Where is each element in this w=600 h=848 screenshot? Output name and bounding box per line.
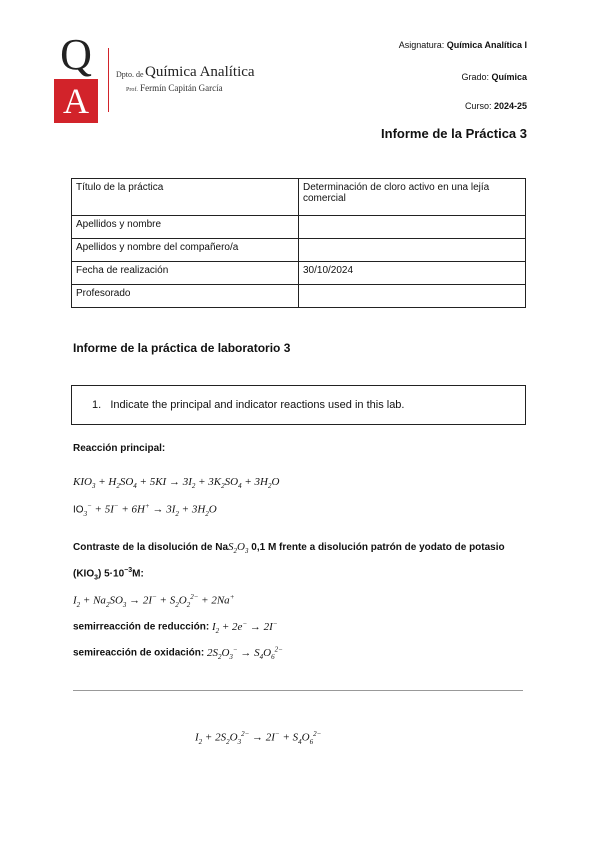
- logo-divider: [108, 48, 109, 112]
- row-label: Título de la práctica: [72, 179, 299, 216]
- reduction-equation: $I_2 + 2e^- \to 2I^-$: [211, 619, 278, 635]
- table-row: [72, 239, 526, 262]
- horizontal-divider: [73, 690, 523, 691]
- course-value: 2024-25: [493, 101, 527, 111]
- section-title: Informe de la práctica de laboratorio 3: [73, 341, 291, 355]
- question-text: [92, 399, 404, 411]
- department-name: Química Analítica: [145, 64, 255, 80]
- professor-prefix: Prof.: [126, 87, 138, 93]
- contrast-text-line2: $(KIO_3)$ $5\cdot 10^{-3}M$:: [73, 567, 144, 582]
- row-label: Apellidos y nombre: [72, 216, 299, 239]
- table-row: [72, 262, 526, 285]
- department-logo: [52, 30, 100, 123]
- row-value[interactable]: [299, 239, 526, 262]
- department-prefix: Dpto. de: [116, 70, 144, 79]
- contrast-text-e: M:: [132, 568, 144, 580]
- row-label: Profesorado: [72, 285, 299, 308]
- oxidation-line: [73, 645, 283, 661]
- subject-label: Asignatura:: [398, 40, 445, 50]
- logo-q-letter: Q: [60, 30, 92, 79]
- reduction-line: [73, 619, 278, 635]
- row-value[interactable]: [299, 216, 526, 239]
- standardization-equation: $I_2 + Na_2SO_3 \to 2I^- + S_2O_2^{2-} + 2Na^+$: [73, 593, 235, 609]
- degree-label: Grado:: [461, 72, 489, 82]
- oxidation-equation: $2S_2O_3^- \to S_4O_6^{2-}$: [206, 645, 283, 661]
- practice-info-table: [71, 178, 526, 308]
- course-line: [465, 101, 527, 111]
- oxidation-label: semireacción de oxidación:: [73, 647, 207, 659]
- subject-value: Química Analítica I: [446, 40, 527, 50]
- row-value[interactable]: 30/10/2024: [299, 262, 526, 285]
- thiosulfate-formula: $S_2O_3$: [228, 541, 249, 556]
- professor-name: Fermín Capitán García: [140, 83, 223, 93]
- main-reaction-equation: $KIO_3 + H_2SO_4 + 5KI \to 3I_2 + 3K_2SO_4 + 3H_2O$: [73, 476, 280, 491]
- row-label: Fecha de realización: [72, 262, 299, 285]
- row-value[interactable]: [299, 285, 526, 308]
- degree-line: [461, 72, 527, 82]
- contrast-text-a: Contraste de la disolución de Na: [73, 542, 229, 553]
- indicator-reaction-equation: $I_2 + 2S_2O_3^{2-} \to 2I^- + S_4O_6^{2-}$: [195, 730, 322, 746]
- row-value[interactable]: Determinación de cloro activo en una lejía comercial: [299, 179, 526, 216]
- row-label: Apellidos y nombre del compañero/a: [72, 239, 299, 262]
- main-reaction-label: Reacción principal:: [73, 443, 166, 454]
- degree-value: Química: [491, 72, 527, 82]
- main-reaction-ionic-equation: $IO_3^- + 5I^- + 6H^+ \to 3I_2 + 3H_2O$: [73, 502, 217, 518]
- table-row: [72, 216, 526, 239]
- question-number: 1.: [92, 399, 102, 411]
- contrast-text-c: (KIO: [73, 568, 95, 580]
- contrast-text-line1: [73, 541, 505, 555]
- report-title: Informe de la Práctica 3: [381, 126, 527, 141]
- contrast-exponent: −3: [124, 567, 133, 574]
- table-row: [72, 285, 526, 308]
- reduction-label: semirreacción de reducción:: [73, 621, 212, 633]
- logo-a-letter: A: [54, 79, 98, 123]
- table-row: [72, 179, 526, 216]
- subject-line: [399, 40, 527, 50]
- department-professor: [126, 83, 223, 93]
- contrast-text-d: ) 5·10: [98, 568, 125, 580]
- contrast-text-b: 0,1 M frente a disolución patrón de yodato de potasio: [248, 542, 505, 553]
- question-body: Indicate the principal and indicator reactions used in this lab.: [110, 399, 405, 411]
- course-label: Curso:: [464, 101, 492, 111]
